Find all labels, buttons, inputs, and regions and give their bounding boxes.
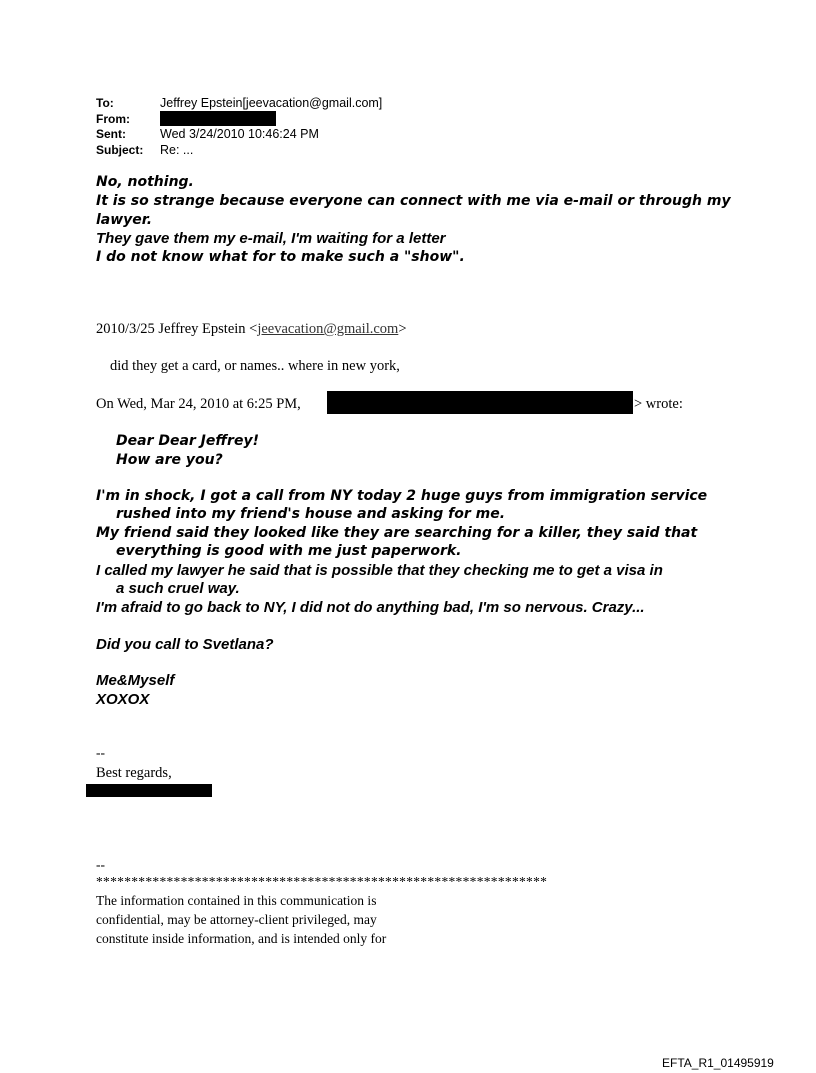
para2-line-1: My friend said they looked like they are searching for a killer, they said that [96, 525, 698, 541]
signature-dash: -- [96, 745, 105, 760]
wrote-suffix: > wrote: [634, 396, 683, 412]
from-label: From: [96, 112, 130, 126]
para3-line-2: a such cruel way. [116, 580, 240, 597]
greeting-line-1: Dear Dear Jeffrey! [116, 433, 259, 449]
to-label: To: [96, 96, 114, 110]
disclaimer-line-1: The information contained in this communication is [96, 893, 377, 908]
sent-label: Sent: [96, 127, 126, 141]
redaction-signature [86, 784, 212, 797]
attribution-prefix: 2010/3/25 Jeffrey Epstein < [96, 321, 258, 337]
reply-line-3: lawyer. [96, 212, 153, 228]
disclaimer-line-3: constitute inside information, and is intended only for [96, 931, 387, 946]
redaction-from [160, 111, 276, 126]
document-id: EFTA_R1_01495919 [662, 1056, 774, 1070]
wrote-prefix: On Wed, Mar 24, 2010 at 6:25 PM, [96, 396, 301, 412]
reply-line-2: It is so strange because everyone can connect with me via e-mail or through my [96, 193, 731, 209]
sent-value: Wed 3/24/2010 10:46:24 PM [160, 127, 319, 141]
disclaimer-stars: **************************************************************** [96, 874, 548, 889]
para3-line-1: I called my lawyer he said that is possible that they checking me to get a visa in [96, 562, 663, 579]
reply-line-5: I do not know what for to make such a "show". [96, 249, 465, 265]
para1-line-1: I'm in shock, I got a call from NY today 2 huge guys from immigration service [96, 488, 708, 504]
reply-line-4: They gave them my e-mail, I'm waiting for a letter [96, 230, 446, 247]
question-line: Did you call to Svetlana? [96, 636, 274, 653]
para4: I'm afraid to go back to NY, I did not do anything bad, I'm so nervous. Crazy... [96, 599, 645, 616]
subject-label: Subject: [96, 143, 144, 157]
signoff-line-2: XOXOX [96, 691, 150, 708]
attribution-suffix: > [398, 321, 407, 337]
quote-body: did they get a card, or names.. where in new york, [110, 358, 400, 374]
redaction-sender [327, 391, 633, 414]
disclaimer-line-2: confidential, may be attorney-client privileged, may [96, 912, 377, 927]
disclaimer-dash: -- [96, 857, 105, 872]
to-value: Jeffrey Epstein[jeevacation@gmail.com] [160, 96, 383, 110]
signature-regards: Best regards, [96, 765, 172, 781]
attribution-email-link[interactable]: jeevacation@gmail.com [257, 321, 399, 337]
quote-attribution [96, 321, 407, 338]
para1-line-2: rushed into my friend's house and asking for me. [116, 506, 506, 522]
greeting-line-2: How are you? [116, 452, 223, 468]
reply-line-1: No, nothing. [96, 174, 194, 190]
subject-value: Re: ... [160, 143, 194, 157]
para2-line-2: everything is good with me just paperwork. [116, 543, 462, 559]
signoff-line-1: Me&Myself [96, 672, 175, 689]
